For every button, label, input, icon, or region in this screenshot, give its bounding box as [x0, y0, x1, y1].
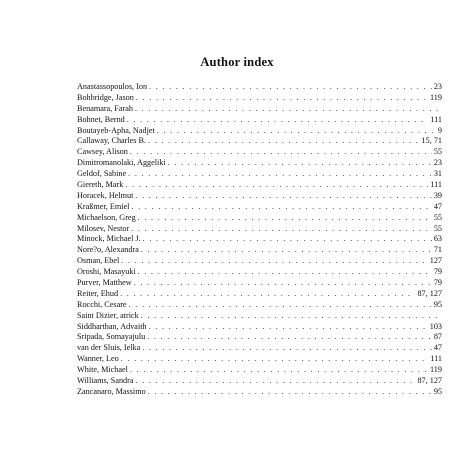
page-numbers: 111: [430, 180, 442, 190]
index-entry: [77, 343, 442, 354]
index-entry: [77, 245, 442, 256]
author-name: Benamara, Farah: [77, 103, 133, 113]
author-name: Zancanaro, Massimo: [77, 386, 146, 396]
dot-leader: [138, 267, 432, 278]
author-name: Minock, Michael J.: [77, 234, 141, 244]
page-numbers: 9: [437, 125, 442, 135]
author-name: Rocchi, Cesare: [77, 299, 127, 309]
dot-leader: [148, 387, 432, 398]
dot-leader: [149, 322, 428, 333]
author-name: Anastassopoulos, Ion: [77, 82, 148, 91]
dot-leader: [130, 365, 428, 376]
index-entry: [77, 332, 442, 343]
dot-leader: [141, 311, 440, 322]
index-entry: [77, 136, 442, 147]
author-name: Kraßmer, Emiel: [77, 201, 130, 211]
index-entry: [77, 387, 442, 398]
dot-leader: [131, 224, 432, 235]
page-numbers: 55: [433, 147, 442, 157]
author-name: Horacek, Helmut: [77, 190, 134, 200]
index-entry: [77, 180, 442, 191]
page-numbers: 87: [433, 332, 442, 342]
page-title: Author index: [200, 55, 274, 69]
index-entry: [77, 256, 442, 267]
dot-leader: [168, 158, 432, 169]
dot-leader: [135, 104, 440, 115]
page-numbers: 47: [433, 343, 442, 353]
dot-leader: [147, 332, 432, 343]
dot-leader: [121, 256, 427, 267]
index-entry: [77, 115, 442, 126]
author-name: Geldof, Sabine: [77, 169, 127, 179]
dot-leader: [148, 136, 419, 147]
author-name: Nore?o, Alexandra: [77, 245, 139, 255]
index-entry: [77, 376, 442, 387]
index-entry: [77, 82, 442, 93]
author-name: Sripada, Somayajulu: [77, 332, 146, 342]
index-entry: [77, 311, 442, 322]
page-numbers: 87, 127: [417, 288, 442, 298]
dot-leader: [143, 234, 432, 245]
dot-leader: [157, 126, 436, 137]
page-numbers: 119: [430, 365, 442, 375]
index-entry: [77, 147, 442, 158]
page-numbers: 55: [433, 212, 442, 222]
dot-leader: [128, 169, 432, 180]
index-entry: [77, 234, 442, 245]
page-numbers: 31: [433, 169, 442, 179]
dot-leader: [138, 213, 432, 224]
dot-leader: [131, 202, 431, 213]
author-name: Michaelson, Greg: [77, 212, 136, 222]
page-numbers: 95: [433, 386, 442, 396]
index-entry: [77, 191, 442, 202]
dot-leader: [142, 343, 432, 354]
author-name: Dimitromanolaki, Aggeliki: [77, 158, 166, 168]
page-numbers: 103: [429, 321, 442, 331]
index-entry: [77, 158, 442, 169]
author-name: Bohnet, Bernd: [77, 114, 125, 124]
dot-leader: [149, 82, 432, 93]
index-entry: [77, 300, 442, 311]
index-entry: [77, 202, 442, 213]
page-numbers: 87, 127: [417, 376, 442, 386]
index-entry: [77, 267, 442, 278]
dot-leader: [136, 376, 416, 387]
dot-leader: [125, 180, 428, 191]
author-name: Saint Dizier, atrick: [77, 310, 139, 320]
author-name: Milosev, Nestor: [77, 223, 130, 233]
author-name: Osman, Ebel: [77, 256, 120, 266]
author-name: Oroshi, Masayuki: [77, 267, 136, 277]
page-numbers: 127: [429, 256, 442, 266]
page-numbers: 79: [433, 267, 442, 277]
page-numbers: 55: [433, 223, 442, 233]
index-entry: [77, 289, 442, 300]
index-entry: [77, 354, 442, 365]
author-name: Giereth, Mark: [77, 180, 124, 190]
dot-leader: [136, 93, 428, 104]
index-entry: [77, 104, 442, 115]
page-numbers: 23: [433, 158, 442, 168]
dot-leader: [135, 191, 431, 202]
page-numbers: 23: [433, 82, 442, 91]
author-name: Bohbridge, Jason: [77, 92, 134, 102]
index-entry: [77, 126, 442, 137]
dot-leader: [120, 289, 415, 300]
author-name: Cawsey, Alison: [77, 147, 128, 157]
page-numbers: 63: [433, 234, 442, 244]
page-numbers: 79: [433, 278, 442, 288]
dot-leader: [130, 147, 432, 158]
dot-leader: [129, 300, 432, 311]
page-numbers: 47: [433, 201, 442, 211]
page-numbers: 111: [430, 114, 442, 124]
dot-leader: [141, 245, 432, 256]
page-numbers: 15, 71: [421, 136, 442, 146]
author-name: Williams, Sandra: [77, 376, 134, 386]
page-numbers: 39: [433, 190, 442, 200]
author-index-list: [77, 82, 442, 398]
dot-leader: [121, 354, 429, 365]
author-name: Wanner, Leo: [77, 354, 119, 364]
author-name: Boutayeb-Apha, Nadjet: [77, 125, 155, 135]
author-name: van der Sluis, Ielka: [77, 343, 141, 353]
index-entry: [77, 93, 442, 104]
page-numbers: 111: [430, 354, 442, 364]
index-entry: [77, 322, 442, 333]
page-numbers: 71: [433, 245, 442, 255]
author-name: Siddharthan, Advaith: [77, 321, 147, 331]
author-name: White, Michael: [77, 365, 128, 375]
dot-leader: [134, 278, 432, 289]
page-numbers: 119: [430, 92, 442, 102]
index-entry: [77, 213, 442, 224]
author-name: Callaway, Charles B.: [77, 136, 147, 146]
index-entry: [77, 278, 442, 289]
dot-leader: [127, 115, 429, 126]
author-name: Reiter, Ehud: [77, 288, 119, 298]
index-entry: [77, 365, 442, 376]
index-entry: [77, 224, 442, 235]
page-numbers: 95: [433, 299, 442, 309]
index-entry: [77, 169, 442, 180]
author-name: Purver, Matthew: [77, 278, 132, 288]
